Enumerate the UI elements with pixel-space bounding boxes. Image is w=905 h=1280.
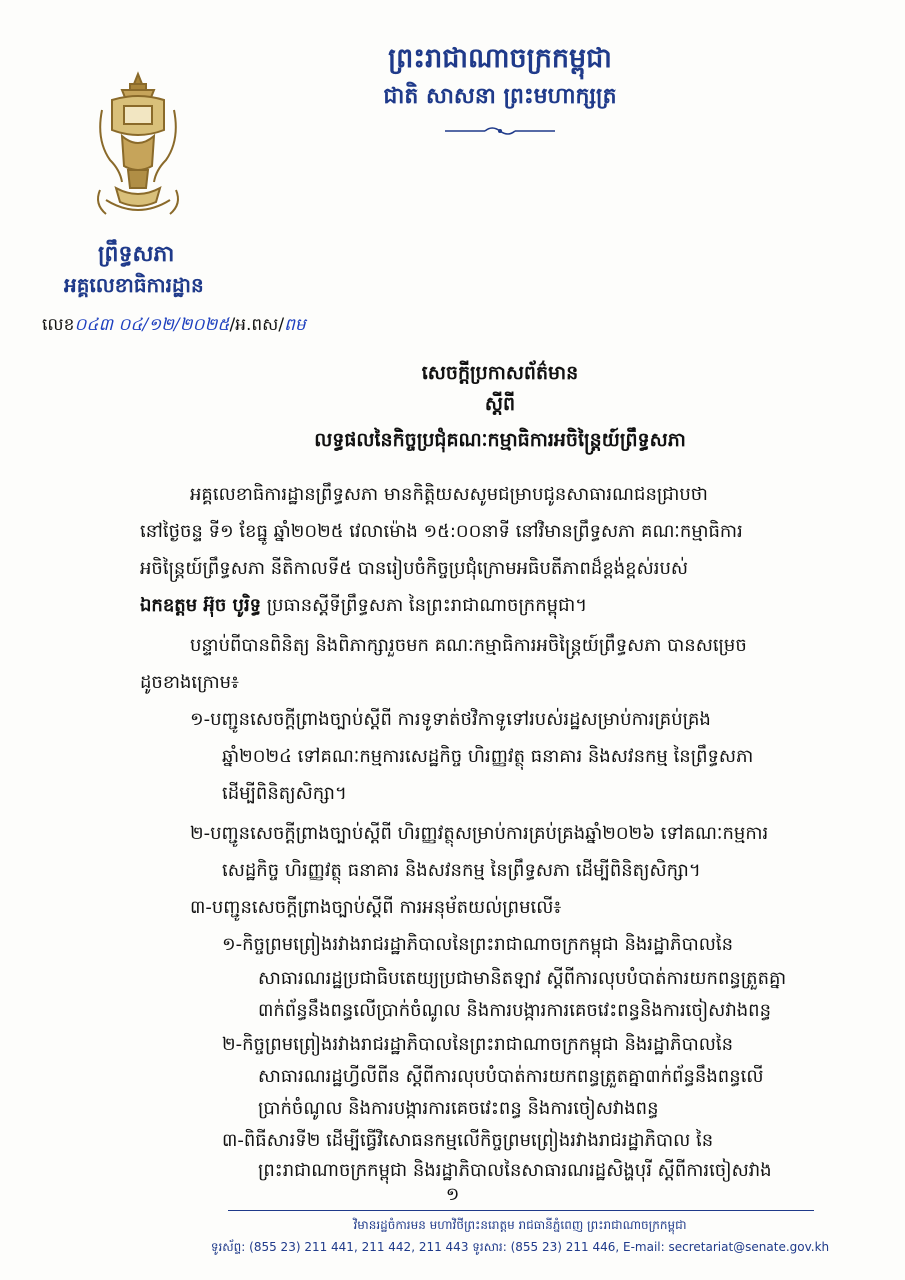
item1-line-1: ១-បញ្ជូនសេចក្តីព្រាងច្បាប់ស្តីពី ការទូទាត់ថវិកាទូទៅរបស់រដ្ឋសម្រាប់ការគ្រប់គ្រង [190, 709, 711, 730]
footer [170, 1214, 870, 1258]
footer-contacts: ទូរស័ព្ទ: (855 23) 211 441, 211 442, 211 443 ទូរសារ: (855 23) 211 446, E-mail: secretariat@senate.gov.kh [210, 1240, 830, 1254]
title-line-2: ស្តីពី [484, 393, 516, 415]
intro-line-2: នៅថ្ងៃចន្ទ ទី១ ខែធ្នូ ឆ្នាំ២០២៥ វេលាម៉ោង ១៥:០០នាទី នៅវិមានព្រឹទ្ធសភា គណៈកម្មាធិការ [140, 521, 743, 542]
reference-suffix: /អ.ពស/ [229, 315, 285, 335]
divider-ornament-icon [270, 124, 730, 138]
kingdom-name: ព្រះរាជាណាចក្រកម្ពុជា [388, 43, 612, 74]
sub3-line-1: ៣-ពិធីសារទី២ ដើម្បីធ្វើវិសោធនកម្មលើកិច្ចព្រមព្រៀងរវាងរាជរដ្ឋាភិបាល នៃ [222, 1130, 714, 1151]
title-line-1: សេចក្តីប្រកាសព័ត៌មាន [421, 362, 579, 384]
page-number: ១ [445, 1184, 460, 1205]
decision-intro-line-2: ដូចខាងក្រោម៖ [140, 672, 239, 693]
intro-last-text: ប្រធានស្តីទីព្រឹទ្ធសភា នៃព្រះរាជាណាចក្រកម្ពុជា។ [261, 595, 588, 616]
decision-intro-line-1: បន្ទាប់ពីបានពិនិត្យ និងពិភាក្សារួចមក គណៈកម្មាធិការអចិន្ត្រៃយ៍ព្រឹទ្ធសភា បានសម្រេច [190, 635, 747, 656]
reference-handwritten-date: ០៤/១២/២០២៥ [118, 315, 230, 335]
sub3-line-2: ព្រះរាជាណាចក្រកម្ពុជា និងរដ្ឋាភិបាលនៃសាធារណរដ្ឋសិង្ហបុរី ស្តីពីការចៀសវាង [258, 1160, 772, 1181]
sub2-line-3: ប្រាក់ចំណូល និងការបង្ការការគេចវេះពន្ធ និងការចៀសវាងពន្ធ [258, 1098, 659, 1119]
institution-block [40, 240, 290, 300]
reference-number [42, 314, 306, 339]
item2-line-1: ២-បញ្ជូនសេចក្តីព្រាងច្បាប់ស្តីពី ហិរញ្ញវត្ថុសម្រាប់ការគ្រប់គ្រងឆ្នាំ២០២៦ ទៅគណៈកម្មការ [190, 823, 769, 844]
reference-prefix: លេខ [42, 315, 75, 335]
footer-address: វិមានរដ្ឋចំការមន មហាវិថីព្រះនរោត្តម រាជធានីភ្នំពេញ ព្រះរាជាណាចក្រកម្ពុជា [353, 1218, 687, 1232]
institution-department: អគ្គលេខាធិការដ្ឋាន [64, 273, 204, 297]
royal-emblem-icon [92, 70, 184, 220]
title-line-3: លទ្ធផលនៃកិច្ចប្រជុំគណៈកម្មាធិការអចិន្ត្រៃយ៍ព្រឹទ្ធសភា [314, 429, 686, 451]
sub2-line-1: ២-កិច្ចព្រមព្រៀងរវាងរាជរដ្ឋាភិបាលនៃព្រះរាជាណាចក្រកម្ពុជា និងរដ្ឋាភិបាលនៃ [222, 1034, 733, 1055]
footer-divider [228, 1210, 814, 1211]
institution-name: ព្រឹទ្ធសភា [98, 242, 175, 267]
reference-handwritten-year: ពម [284, 315, 306, 335]
item2-line-2: សេដ្ឋកិច្ច ហិរញ្ញវត្ថុ ធនាគារ និងសវនកម្ម នៃព្រឹទ្ធសភា ដើម្បីពិនិត្យសិក្សា។ [222, 860, 701, 881]
reference-handwritten-number: ០៤៣ [74, 315, 113, 335]
intro-line-4 [140, 587, 587, 624]
item3-line: ៣-បញ្ជូនសេចក្តីព្រាងច្បាប់ស្តីពី ការអនុម័តយល់ព្រមលើ៖ [190, 897, 562, 918]
intro-bold-name: ឯកឧត្តម អ៊ុច បូរិទ្ធ [140, 595, 262, 616]
sub2-line-2: សាធារណរដ្ឋហ្វីលីពីន ស្តីពីការលុបបំបាត់ការយកពន្ធត្រួតគ្នា៣ក់ព័ន្ធនឹងពន្ធលើ [258, 1066, 764, 1087]
sub1-line-3: ៣ក់ព័ន្ធនឹងពន្ធលើប្រាក់ចំណូល និងការបង្ការការគេចវេះពន្ធនិងការចៀសវាងពន្ធ [258, 1000, 772, 1021]
intro-line-1: អគ្គលេខាធិការដ្ឋានព្រឹទ្ធសភា មានកិត្តិយសសូមជម្រាបជូនសាធារណជនជ្រាបថា [190, 484, 708, 505]
sub1-line-2: សាធារណរដ្ឋប្រជាធិបតេយ្យប្រជាមានិតឡាវ ស្តីពីការលុបបំបាត់ការយកពន្ធត្រួតគ្នា [258, 968, 787, 989]
item1-line-3: ដើម្បីពិនិត្យសិក្សា។ [222, 783, 347, 804]
item1-line-2: ឆ្នាំ២០២៤ ទៅគណៈកម្មការសេដ្ឋកិច្ច ហិរញ្ញវត្ថុ ធនាគារ និងសវនកម្ម នៃព្រឹទ្ធសភា [222, 746, 754, 767]
document-title [150, 358, 850, 456]
intro-line-3: អចិន្ត្រៃយ៍ព្រឹទ្ធសភា នីតិកាលទី៥ បានរៀបចំកិច្ចប្រជុំក្រោមអធិបតីភាពដ៏ខ្ពង់ខ្ពស់របស់ [140, 558, 689, 579]
kingdom-motto [270, 40, 730, 142]
sub1-line-1: ១-កិច្ចព្រមព្រៀងរវាងរាជរដ្ឋាភិបាលនៃព្រះរាជាណាចក្រកម្ពុជា និងរដ្ឋាភិបាលនៃ [222, 934, 733, 955]
motto-line: ជាតិ សាសនា ព្រះមហាក្សត្រ [383, 84, 617, 109]
